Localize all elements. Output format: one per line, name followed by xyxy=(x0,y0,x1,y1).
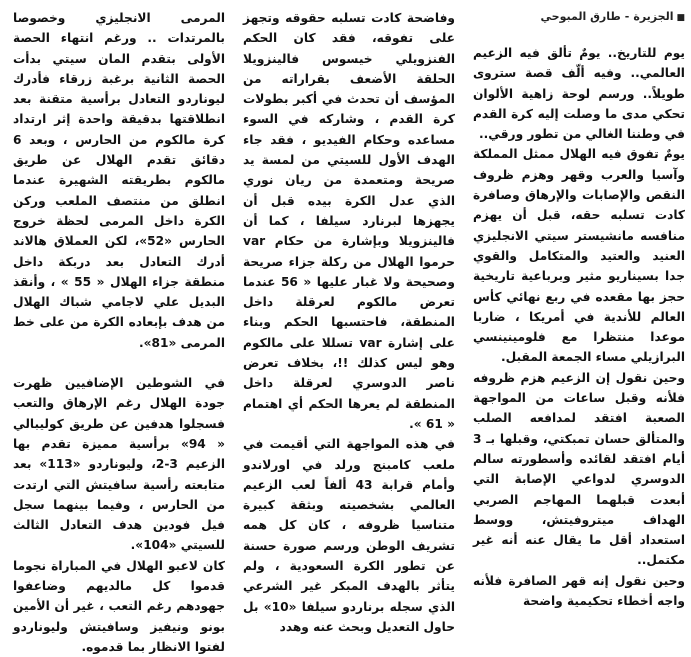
paragraph-gap xyxy=(13,353,225,373)
article-paragraph: وحين نقول إن الزعيم هزم ظروفه فلأنه وقبل ساعات من المواجهة الصعبة افتقد لمدافعه الصلب والمتألق حسان تمبكتي، وقبلها بـ 3 أيام افتقد لقائده وأسطورته سالم الدوسري لدواعي الإصابة التي أبعدت قبلهما المهاجم الصربي الهداف ميتروفيتش، ووسط استعداد أقل ما يقال عنه أنه غير مكتمل.. xyxy=(473,370,685,568)
article-paragraph: كان لاعبو الهلال في المباراة نجوما قدموا كل مالديهم وضاعفوا جهودهم رغم التعب ، غير أن الأمين بونو ونيفيز وسافيتش وليوناردو لفتوا الانظار بما قدموه. xyxy=(13,558,225,654)
article-paragraph: في الشوطين الإضافيين ظهرت جودة الهلال رغم الإرهاق والتعب فسجلوا هدفين عن طريق كوليبالي « 94» برأسية مميزة تقدم بها الزعيم 3-2، وليوناردو «113» بعد متابعته رأسية سافيتش التي ارتدت من الحارس ، وفيما بينهما سجل فيل فودين هدف التعادل الثالث للسيتي «104». xyxy=(13,376,225,553)
byline xyxy=(473,10,685,25)
byline-source: الجزيرة xyxy=(633,10,674,23)
article-paragraph: وحين نقول إنه قهر الصافرة فلأنه واجه أخطاء تحكيمية واضحة xyxy=(473,573,685,609)
article-paragraph: وفاضحة كادت تسلبه حقوقه وتجهز على تفوقه، فقد كان الحكم الفنزويلي خيسوس فالينزويلا الحلقة الأضعف بقراراته من المؤسف أن تحدث في أكبر بطولات كرة القدم ، وشاركه في السوء مساعده وحكام الفيديو ، فقد جاء الهدف الأول للسيتي من لمسة يد صريحة ومتعمدة من ريان نوري الذي عدل الكرة بيده قبل أن يجهزها لبرنارد سيلفا ، كما أن فالينزويلا وبإشارة من حكام var حرموا الهلال من ركلة جزاء صريحة وصحيحة ولا غبار عليها « 56 عندما تعرض مالكوم لعرقلة داخل المنطقة، فاحتسبها الحكم وبناء على إشارة var تسللا على مالكوم وهو ليس كذلك !!، بخلاف تعرض ناصر الدوسري لعرقلة داخل المنطقة لم يعرها الحكم أي اهتمام « 61 ». xyxy=(243,11,455,431)
article-column-middle xyxy=(243,8,455,634)
article-paragraph: في هذه المواجهة التي أقيمت في ملعب كامبنج ورلد في اورلاندو وأمام قرابة 43 ألفاً لعب الزعيم العالمي بشخصيته وبثقة كبيرة متناسيا ظروفه ، كان كل همه تشريف الوطن ورسم صورة حسنة عن تطور الكرة السعودية ، ولم يتأثر بالهدف المبكر غير الشرعي الذي سجله برناردو سيلفا «10» بل حاول التعديل وبحث عنه وهدد xyxy=(243,437,455,634)
article-paragraph: المرمى الانجليزي وخصوصا بالمرتدات .. ورغم انتهاء الحصة الأولى بتقدم المان سيتي بدأت الحصة الثانية برغبة زرقاء فأدرك ليوناردو التعادل برأسية متقنة بعد انطلاقتها بدقيقة واحدة إثر ارتداد كرة مالكوم من الحارس ، وبعد 6 دقائق تقدم الهلال عن طريق مالكوم بطريقته الشهيرة عندما انطلق من منتصف الملعب وركن الكرة داخل المرمى لحظة خروج الحارس «52»، لكن العملاق هالاند أدرك التعادل بعد دربكة داخل منطقة جزاء الهلال « 55 » ، وأنقذ البديل علي لاجامي شباك الهلال من هدف بإبعاده الكرة من على خط المرمى «81». xyxy=(13,11,225,350)
byline-author: طارق المبوحي xyxy=(540,10,621,23)
article-paragraph: يوم للتاريخ.. يومٌ تألق فيه الزعيم العالمي.. وفيه ألّف قصة ستروى طويلاً.. ورسم لوحة زاهية الألوان تحكي مدى ما وصلت إليه كرة القدم في وطننا الغالي من تطور ورقي.. xyxy=(473,46,685,142)
article-column-right xyxy=(473,8,685,630)
byline-separator: - xyxy=(624,10,630,23)
bullet-icon: ■ xyxy=(676,13,685,23)
article-paragraph: يومٌ تفوق فيه الهلال ممثل المملكة وآسيا والعرب وقهر وهزم ظروف النقص والإصابات والإرهاق وصافرة كادت تسلبه حقه، قبل أن يهزم منافسه مانشيستر سيتي الانجليزي العنيد والعتيد والمتكامل والقوي جدا بسيناريو مثير وبرباعية تاريخية حجز بها مقعده في ربع نهائي كأس العالم للأندية في أمريكا ، ضاربا موعدا منتظرا مع فلومينينسي البرازيلي مساء الجمعة المقبل. xyxy=(473,147,685,365)
article-column-left xyxy=(13,8,225,654)
